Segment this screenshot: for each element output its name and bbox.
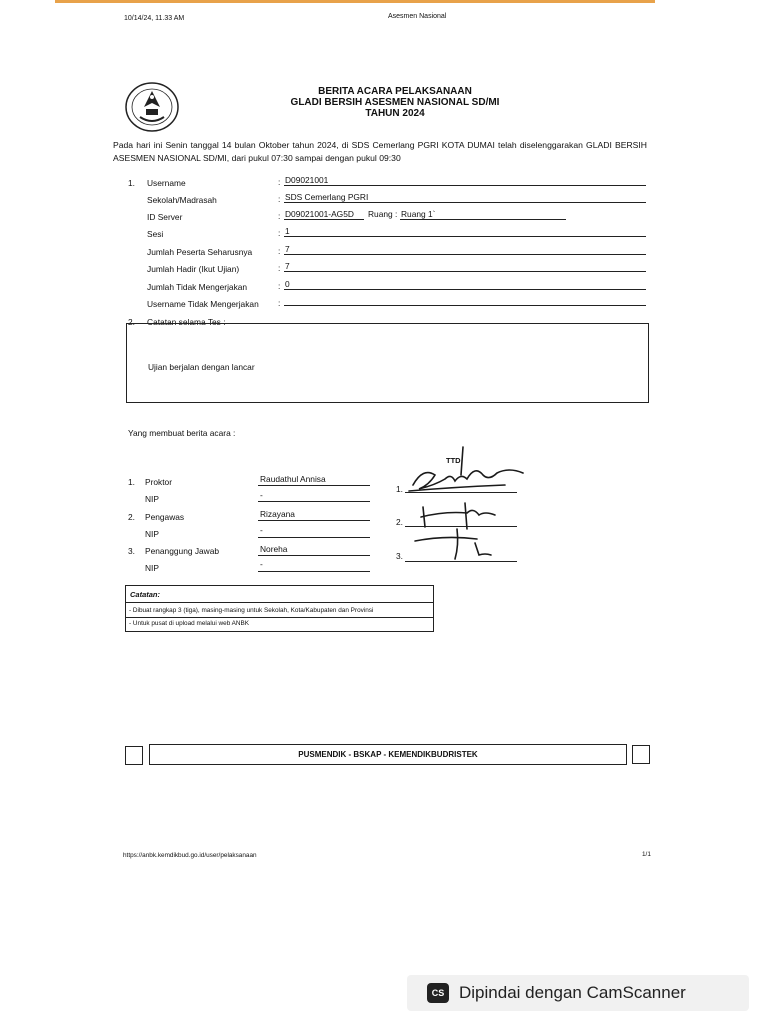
intro-paragraph: Pada hari ini Senin tanggal 14 bulan Oktober tahun 2024, di SDS Cemerlang PGRI KOTA DUMAI telah diselenggarakan GLADI BERSIH ASESMEN NASIONAL SD/MI, dari pukul 07:30 sampai dengan pukul 09:30 bbox=[113, 140, 647, 163]
room-line bbox=[400, 219, 566, 220]
section-2-number: 2. bbox=[128, 317, 135, 327]
section-1-number: 1. bbox=[128, 178, 135, 188]
signatory-1-role: Proktor bbox=[145, 477, 172, 487]
catatan-box bbox=[125, 585, 434, 632]
signatory-3-name-line bbox=[258, 555, 370, 556]
signatory-2-name-line bbox=[258, 520, 370, 521]
school-label: Sekolah/Madrasah bbox=[147, 195, 217, 205]
server-line bbox=[284, 219, 364, 220]
signatory-1-nip: - bbox=[260, 490, 263, 500]
session-label: Sesi bbox=[147, 229, 164, 239]
notes-box bbox=[126, 323, 649, 403]
signatory-3-nip-line bbox=[258, 571, 370, 572]
camscanner-watermark bbox=[407, 975, 749, 1011]
absent-users-colon: : bbox=[278, 298, 281, 308]
signature-2-number: 2. bbox=[396, 517, 403, 527]
signatory-1-nip-label: NIP bbox=[145, 494, 159, 504]
session-colon: : bbox=[278, 228, 281, 238]
camscanner-text: Dipindai dengan CamScanner bbox=[459, 983, 686, 1002]
tut-wuri-handayani-logo bbox=[124, 81, 180, 133]
footer-banner-text: PUSMENDIK - BSKAP - KEMENDIKBUDRISTEK bbox=[298, 750, 478, 759]
print-url: https://anbk.kemdikbud.go.id/user/pelaksanaan bbox=[123, 852, 257, 859]
title-line-1: BERITA ACARA PELAKSANAAN bbox=[318, 86, 472, 97]
catatan-divider bbox=[126, 602, 433, 603]
signature-3-number: 3. bbox=[396, 551, 403, 561]
present-line bbox=[284, 271, 646, 272]
signatory-1-number: 1. bbox=[128, 477, 135, 487]
signatory-1-name: Raudathul Annisa bbox=[260, 474, 326, 484]
username-line bbox=[284, 185, 646, 186]
footer-right-square bbox=[632, 745, 650, 764]
footer-left-square bbox=[125, 746, 143, 765]
title-line-2: GLADI BERSIH ASESMEN NASIONAL SD/MI bbox=[290, 97, 500, 108]
session-line bbox=[284, 236, 646, 237]
expected-value: 7 bbox=[285, 244, 290, 254]
expected-colon: : bbox=[278, 246, 281, 256]
notes-text: Ujian berjalan dengan lancar bbox=[148, 362, 255, 372]
absent-users-line bbox=[284, 305, 646, 306]
absent-label: Jumlah Tidak Mengerjakan bbox=[147, 282, 248, 292]
present-label: Jumlah Hadir (Ikut Ujian) bbox=[147, 264, 240, 274]
absent-line bbox=[284, 289, 646, 290]
catatan-item-2: - Untuk pusat di upload melalui web ANBK bbox=[129, 620, 250, 627]
school-value: SDS Cemerlang PGRI bbox=[285, 192, 369, 202]
signatory-2-nip-label: NIP bbox=[145, 529, 159, 539]
signatory-3-name: Noreha bbox=[260, 544, 288, 554]
print-page-number: 1/1 bbox=[642, 851, 651, 858]
expected-label: Jumlah Peserta Seharusnya bbox=[147, 247, 253, 257]
scan-top-edge bbox=[55, 0, 655, 3]
handwritten-signatures bbox=[405, 445, 530, 570]
title-line-3: TAHUN 2024 bbox=[365, 108, 425, 119]
footer-banner bbox=[149, 744, 627, 765]
school-colon: : bbox=[278, 194, 281, 204]
notes-label: Catatan selama Tes : bbox=[147, 317, 226, 327]
room-label: Ruang : bbox=[368, 209, 398, 219]
school-line bbox=[284, 202, 646, 203]
signatories-heading: Yang membuat berita acara : bbox=[128, 428, 236, 438]
signatory-2-nip: - bbox=[260, 525, 263, 535]
session-value: 1 bbox=[285, 226, 290, 236]
signatory-3-nip: - bbox=[260, 559, 263, 569]
print-site-title: Asesmen Nasional bbox=[388, 13, 447, 20]
print-timestamp: 10/14/24, 11.33 AM bbox=[124, 15, 185, 22]
server-colon: : bbox=[278, 211, 281, 221]
signatory-2-number: 2. bbox=[128, 512, 135, 522]
room-value: Ruang 1` bbox=[401, 209, 436, 219]
username-label: Username bbox=[147, 178, 186, 188]
username-value: D09021001 bbox=[285, 175, 329, 185]
expected-line bbox=[284, 254, 646, 255]
catatan-title: Catatan: bbox=[130, 590, 161, 599]
absent-value: 0 bbox=[285, 279, 290, 289]
signatory-1-nip-line bbox=[258, 501, 370, 502]
signatory-2-name: Rizayana bbox=[260, 509, 295, 519]
absent-users-label: Username Tidak Mengerjakan bbox=[147, 299, 259, 309]
present-colon: : bbox=[278, 263, 281, 273]
signatory-2-role: Pengawas bbox=[145, 512, 185, 522]
camscanner-logo-icon: CS bbox=[427, 983, 449, 1003]
present-value: 7 bbox=[285, 261, 290, 271]
signature-1-number: 1. bbox=[396, 484, 403, 494]
username-colon: : bbox=[278, 177, 281, 187]
signatory-3-nip-label: NIP bbox=[145, 563, 159, 573]
catatan-item-1: - Dibuat rangkap 3 (tiga), masing-masing untuk Sekolah, Kota/Kabupaten dan Provinsi bbox=[129, 607, 374, 614]
server-value: D09021001-AG5D bbox=[285, 209, 354, 219]
document-title bbox=[230, 86, 560, 119]
signatory-3-role: Penanggung Jawab bbox=[145, 546, 220, 556]
absent-colon: : bbox=[278, 281, 281, 291]
server-label: ID Server bbox=[147, 212, 183, 222]
signatory-2-nip-line bbox=[258, 537, 370, 538]
signatory-3-number: 3. bbox=[128, 546, 135, 556]
catatan-divider-2 bbox=[126, 617, 433, 618]
signatory-1-name-line bbox=[258, 485, 370, 486]
ttd-label: TTD bbox=[446, 456, 461, 465]
